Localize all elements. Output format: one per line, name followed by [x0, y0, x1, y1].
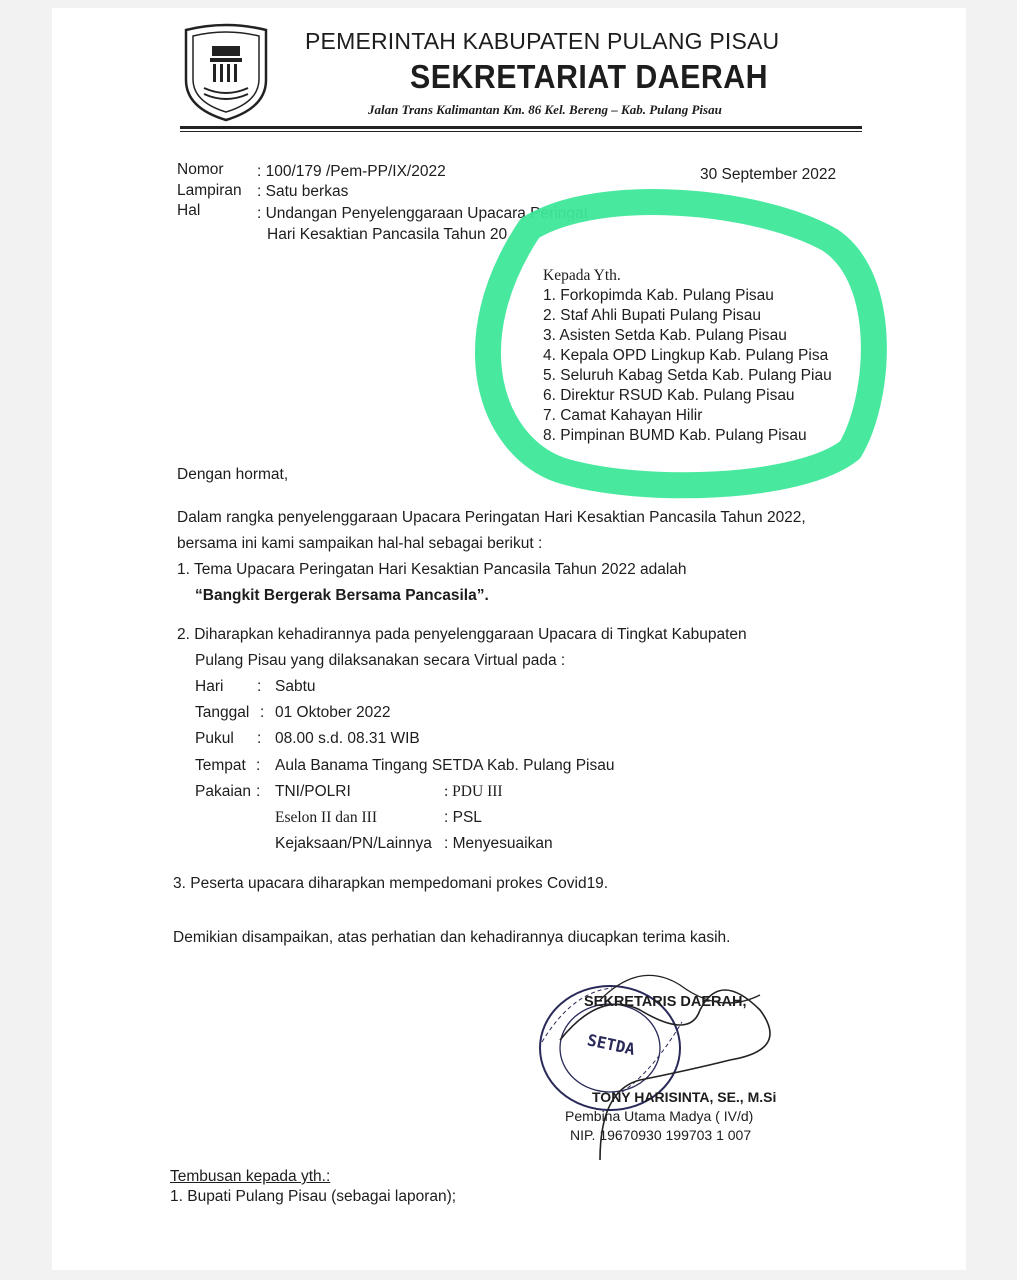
signatory-name: TONY HARISINTA, SE., M.Si — [592, 1089, 777, 1105]
attire-value: : Menyesuaikan — [444, 835, 553, 852]
detail-value: Aula Banama Tingang SETDA Kab. Pulang Pisau — [275, 757, 615, 774]
detail-value: 08.00 s.d. 08.31 WIB — [275, 730, 420, 747]
point-2-continued: Pulang Pisau yang dilaksanakan secara Virtual pada : — [195, 652, 566, 669]
salutation: Dengan hormat, — [177, 466, 289, 483]
attire-group: Eselon II dan III — [275, 809, 377, 826]
point-1: 1. Tema Upacara Peringatan Hari Kesaktian Pancasila Tahun 2022 adalah — [177, 561, 687, 578]
detail-label: Tanggal — [195, 704, 250, 721]
point-3: 3. Peserta upacara diharapkan mempedomani prokes Covid19. — [173, 875, 609, 892]
lampiran-label: Lampiran — [177, 182, 242, 199]
attire-group: Kejaksaan/PN/Lainnya — [275, 835, 432, 852]
recipient-item: 3. Asisten Setda Kab. Pulang Pisau — [543, 327, 787, 344]
recipient-item: 4. Kepala OPD Lingkup Kab. Pulang Pisa — [543, 347, 829, 364]
recipient-item: 6. Direktur RSUD Kab. Pulang Pisau — [543, 387, 795, 404]
detail-separator: : — [257, 678, 262, 695]
letterhead-rule-thin — [180, 131, 862, 132]
detail-label: Tempat — [195, 757, 246, 774]
hal-label: Hal — [177, 202, 201, 219]
office-address: Jalan Trans Kalimantan Km. 86 Kel. Bereng – Kab. Pulang Pisau — [368, 102, 722, 117]
hal-value-continued: Hari Kesaktian Pancasila Tahun 20 — [267, 226, 508, 243]
signatory-rank: Pembina Utama Madya ( IV/d) — [565, 1108, 754, 1124]
closing-paragraph: Demikian disampaikan, atas perhatian dan kehadirannya diucapkan terima kasih. — [173, 929, 731, 946]
signatory-nip: NIP. 19670930 199703 1 007 — [570, 1127, 752, 1143]
government-name: PEMERINTAH KABUPATEN PULANG PISAU — [305, 28, 780, 54]
letter-date: 30 September 2022 — [700, 166, 837, 183]
recipient-item: 2. Staf Ahli Bupati Pulang Pisau — [543, 307, 762, 324]
recipient-item: 7. Camat Kahayan Hilir — [543, 407, 703, 424]
cc-item: 1. Bupati Pulang Pisau (sebagai laporan); — [170, 1188, 457, 1205]
attire-group: TNI/POLRI — [275, 783, 351, 800]
recipient-item: 8. Pimpinan BUMD Kab. Pulang Pisau — [543, 427, 807, 444]
detail-value: Sabtu — [275, 678, 316, 695]
detail-separator: : — [257, 730, 262, 747]
cc-heading: Tembusan kepada yth.: — [170, 1168, 331, 1185]
detail-label: Pakaian — [195, 783, 252, 800]
recipients-heading: Kepada Yth. — [543, 267, 621, 284]
detail-separator: : — [256, 757, 261, 774]
hal-value: : Undangan Penyelenggaraan Upacara Peringat — [257, 205, 588, 222]
nomor-value: : 100/179 /Pem-PP/IX/2022 — [257, 163, 446, 180]
detail-separator: : — [260, 704, 265, 721]
signatory-title: SEKRETARIS DAERAH, — [584, 994, 747, 1010]
point-2: 2. Diharapkan kehadirannya pada penyelenggaraan Upacara di Tingkat Kabupaten — [177, 626, 747, 643]
office-name: SEKRETARIAT DAERAH — [410, 58, 768, 95]
intro-line: bersama ini kami sampaikan hal-hal sebagai berikut : — [177, 535, 543, 552]
recipient-item: 1. Forkopimda Kab. Pulang Pisau — [543, 287, 774, 304]
letterhead-rule-thick — [180, 126, 862, 129]
svg-text:SETDA: SETDA — [585, 1030, 637, 1059]
attire-value: : PDU III — [444, 783, 503, 800]
detail-label: Hari — [195, 678, 224, 695]
detail-separator: : — [256, 783, 261, 800]
lampiran-value: : Satu berkas — [257, 183, 349, 200]
attire-value: : PSL — [444, 809, 482, 826]
regency-coat-of-arms-icon — [180, 22, 272, 122]
recipient-item: 5. Seluruh Kabag Setda Kab. Pulang Piau — [543, 367, 832, 384]
intro-line: Dalam rangka penyelenggaraan Upacara Peringatan Hari Kesaktian Pancasila Tahun 2022, — [177, 509, 806, 526]
ceremony-theme: “Bangkit Bergerak Bersama Pancasila”. — [195, 587, 489, 604]
detail-value: 01 Oktober 2022 — [275, 704, 391, 721]
detail-label: Pukul — [195, 730, 234, 747]
nomor-label: Nomor — [177, 161, 224, 178]
